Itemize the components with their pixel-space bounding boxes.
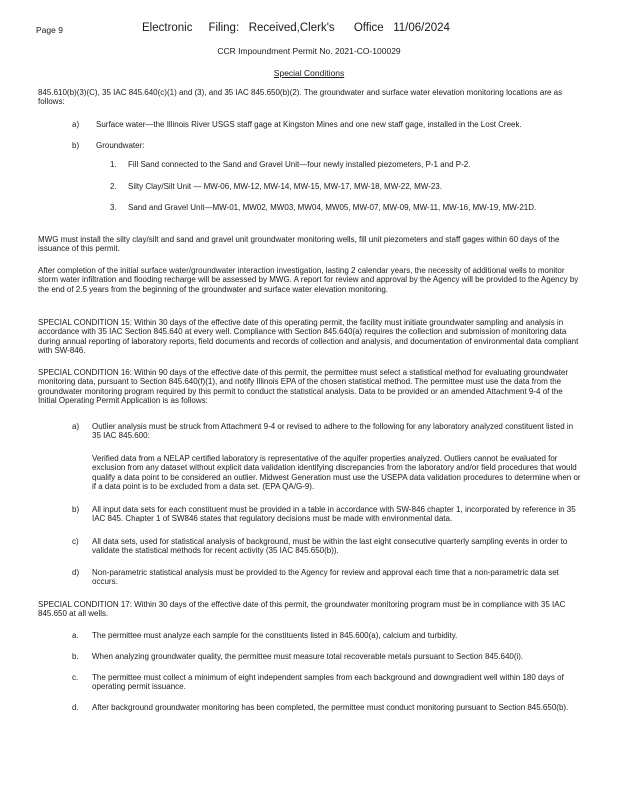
list-text: Non-parametric statistical analysis must be provided to the Agency for review and approval each time that a non-parametric data set occurs.	[92, 568, 559, 587]
list-marker: d)	[72, 568, 80, 577]
list-marker: 2.	[110, 182, 117, 191]
intro-paragraph: 845.610(b)(3)(C), 35 IAC 845.640(c)(1) and (3), and 35 IAC 845.650(b)(2). The groundwater and surface water elevation monitoring locations are as follows:	[38, 88, 563, 107]
list-text: Fill Sand connected to the Sand and Gravel Unit—four newly installed piezometers, P-1 and P-2.	[128, 160, 471, 169]
interaction-paragraph: After completion of the initial surface water/groundwater interaction investigation, lasting 2 calendar years, the necessity of additional wells to monitor storm water infiltration and flooding recharge will be assessed by MWG. A report for review and approval by the Agency will be provided to the Agency by the end of 2.5 years from the beginning of the groundwater and surface water elevation monitoring.	[38, 266, 579, 294]
list-marker: 3.	[110, 203, 117, 212]
list-text: Silty Clay/Silt Unit — MW-06, MW-12, MW-14, MW-15, MW-17, MW-18, MW-22, MW-23.	[128, 182, 442, 191]
list-text: Verified data from a NELAP certified laboratory is representative of the aquifer properties analyzed. Outliers cannot be evaluated for exclusion from any dataset without explicit data validation identifying discrepancies from the laboratory and/or field procedures that would qualify a data point to be considered an outlier. Midwest Generation must use the USEPA data validation procedures to determine when or if a data point is to be excluded from a data set. (EPA QA/G-9).	[92, 454, 581, 492]
list-text: Groundwater:	[96, 141, 145, 150]
special-condition-15: SPECIAL CONDITION 15: Within 30 days of the effective date of this operating permit, the facility must initiate groundwater sampling and analysis in accordance with 35 IAC Section 845.640 at every well. Compliance with Section 845.640(a) requires the collection and submission of monitoring data during annual reporting of laboratory reports, field documents and records of collection and analysis, and documentation of environmental data compliant with SW-846.	[38, 318, 579, 356]
page-number: Page 9	[36, 25, 63, 35]
list-text: All input data sets for each constituent must be provided in a table in accordance with SW-846 chapter 1, incorporated by reference in 35 IAC 845. Chapter 1 of SW846 states that regulatory decisions must be made with environmental data.	[92, 505, 576, 524]
list-text: Sand and Gravel Unit—MW-01, MW02, MW03, MW04, MW05, MW-07, MW-09, MW-11, MW-16, MW-19, MW-21D.	[128, 203, 537, 212]
section-title: Special Conditions	[273, 68, 345, 78]
permit-title: CCR Impoundment Permit No. 2021-CO-100029	[217, 46, 401, 56]
list-text: After background groundwater monitoring has been completed, the permittee must conduct monitoring pursuant to Section 845.650(b).	[92, 703, 569, 712]
filing-stamp: Electronic Filing: Received,Clerk's Office 11/06/2024	[142, 22, 450, 34]
special-condition-17: SPECIAL CONDITION 17: Within 30 days of the effective date of this permit, the groundwater monitoring program must be in compliance with 35 IAC 845.650 at all wells.	[38, 600, 566, 619]
list-marker: 1.	[110, 160, 117, 169]
list-text: All data sets, used for statistical analysis of background, must be within the last eight consecutive quarterly sampling events in order to validate the statistical methods for recent activity (35 IAC 845.650(b)).	[92, 537, 568, 556]
list-marker: b.	[72, 652, 79, 661]
list-marker: d.	[72, 703, 79, 712]
list-text: Surface water—the Illinois River USGS staff gage at Kingston Mines and one new staff gage, installed in the Lost Creek.	[96, 120, 522, 129]
install-paragraph: MWG must install the silty clay/silt and sand and gravel unit groundwater monitoring wells, fill unit piezometers and staff gages within 60 days of the issuance of this permit.	[38, 235, 560, 254]
list-text: When analyzing groundwater quality, the permittee must measure total recoverable metals pursuant to Section 845.640(i).	[92, 652, 524, 661]
list-marker: b)	[72, 141, 80, 150]
list-marker: b)	[72, 505, 80, 514]
list-marker: a)	[72, 422, 80, 431]
list-marker: c)	[72, 537, 79, 546]
list-marker: a.	[72, 631, 79, 640]
filing-stamp-line	[36, 22, 598, 36]
special-condition-16: SPECIAL CONDITION 16: Within 90 days of the effective date of this permit, the permittee must select a statistical method for evaluating groundwater monitoring data, pursuant to Section 845.640(f)(1), and notify Illinois EPA of the chosen statistical method. The permittee must use the data from the groundwater monitoring program required by this permit to conduct the statistical analysis. Data to be provided or an amended Attachment 9-4 of the Initial Operating Permit Application is as follows:	[38, 368, 569, 406]
list-text: The permittee must collect a minimum of eight independent samples from each background and downgradient well within 180 days of operating permit issuance.	[92, 673, 564, 692]
list-text: The permittee must analyze each sample for the constituents listed in 845.600(a), calcium and turbidity.	[92, 631, 458, 640]
list-marker: c.	[72, 673, 79, 682]
list-text: Outlier analysis must be struck from Attachment 9-4 or revised to adhere to the following for any laboratory analyzed constituent listed in 35 IAC 845.600:	[92, 422, 574, 441]
list-marker: a)	[72, 120, 80, 129]
